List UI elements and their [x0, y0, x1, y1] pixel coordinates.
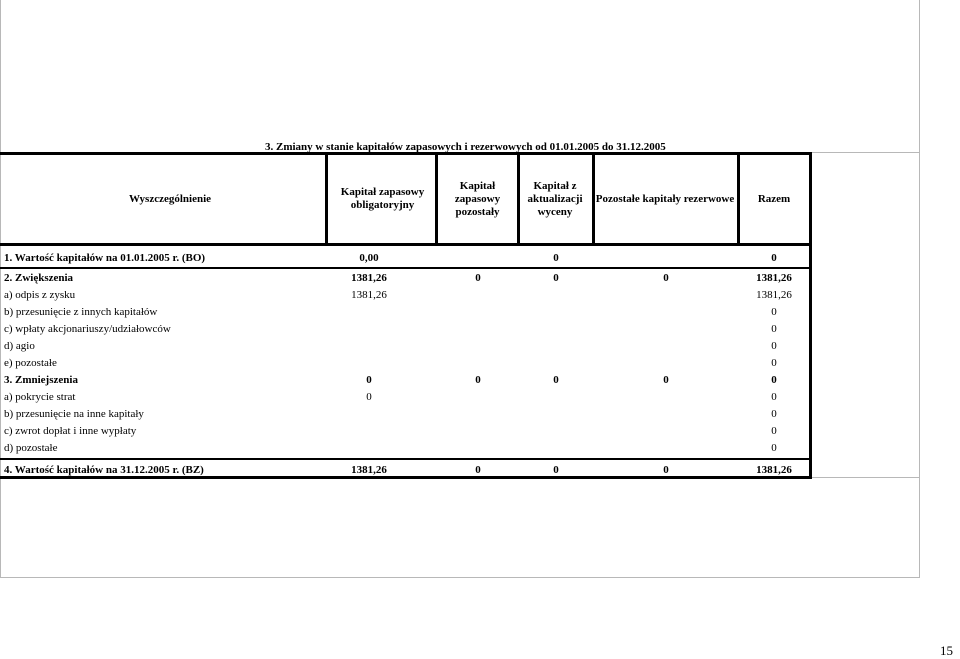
cell-value: 0 [553, 374, 559, 386]
header-total: Razem [757, 192, 791, 205]
cell-value: 0 [475, 272, 481, 284]
table-row [2, 250, 807, 267]
capital-changes-table [0, 152, 812, 479]
table-row [2, 389, 807, 406]
table-row [2, 270, 807, 287]
table-row [2, 423, 807, 440]
row-label: 1. Wartość kapitałów na 01.01.2005 r. (BO) [4, 252, 206, 264]
row-divider [0, 458, 809, 460]
table-row [2, 440, 807, 457]
table-row [2, 304, 807, 321]
table-row [2, 406, 807, 423]
header-other-reserve: Kapitał zapasowy pozostały [454, 179, 501, 218]
header-description: Wyszczególnienie [128, 192, 212, 205]
cell-value: 0 [553, 252, 559, 264]
table-row [2, 321, 807, 338]
page-number: 15 [940, 643, 953, 658]
cell-value: 1381,26 [351, 272, 387, 284]
cell-value: 0 [663, 272, 669, 284]
cell-value: 0 [475, 374, 481, 386]
cell-value: 0 [771, 306, 777, 318]
cell-value: 1381,26 [756, 272, 792, 284]
row-label: c) wpłaty akcjonariuszy/udziałowców [4, 323, 171, 335]
cell-value: 0 [771, 425, 777, 437]
cell-value: 0 [553, 272, 559, 284]
row-label: c) zwrot dopłat i inne wypłaty [4, 425, 137, 437]
cell-value: 0 [663, 464, 669, 476]
row-label: e) pozostałe [4, 357, 57, 369]
row-label: b) przesunięcie z innych kapitałów [4, 306, 158, 318]
cell-value: 1381,26 [351, 464, 387, 476]
cell-value: 0 [771, 391, 777, 403]
header-revaluation-reserve: Kapitał z aktualizacji wyceny [527, 179, 583, 218]
row-label: 3. Zmniejszenia [4, 374, 78, 386]
cell-value: 0 [366, 391, 372, 403]
header-other-reserves: Pozostałe kapitały rezerwowe [595, 192, 735, 205]
row-label: d) pozostałe [4, 442, 58, 454]
column-divider [435, 155, 438, 243]
table-row [2, 372, 807, 389]
table-row [2, 287, 807, 304]
row-label: d) agio [4, 340, 35, 352]
cell-value: 1381,26 [351, 289, 387, 301]
cell-value: 0 [771, 357, 777, 369]
gridline [812, 477, 920, 478]
cell-value: 0 [771, 323, 777, 335]
cell-value: 0 [475, 464, 481, 476]
row-label: b) przesunięcie na inne kapitały [4, 408, 144, 420]
cell-value: 0 [771, 408, 777, 420]
cell-value: 1381,26 [756, 289, 792, 301]
row-label: a) pokrycie strat [4, 391, 76, 403]
cell-value: 1381,26 [756, 464, 792, 476]
cell-value: 0 [771, 340, 777, 352]
header-mandatory-reserve: Kapitał zapasowy obligatoryjny [340, 186, 425, 211]
cell-value: 0 [366, 374, 372, 386]
table-row [2, 338, 807, 355]
page-title: 3. Zmiany w stanie kapitałów zapasowych i rezerwowych od 01.01.2005 do 31.12.2005 [265, 141, 666, 153]
cell-value: 0 [771, 442, 777, 454]
cell-value: 0 [771, 374, 777, 386]
table-row [2, 462, 807, 479]
cell-value: 0 [771, 252, 777, 264]
row-divider [0, 267, 809, 269]
header-divider [0, 243, 809, 246]
cell-value: 0,00 [359, 252, 379, 264]
row-label: 4. Wartość kapitałów na 31.12.2005 r. (BZ) [4, 464, 204, 476]
cell-value: 0 [553, 464, 559, 476]
table-row [2, 355, 807, 372]
cell-value: 0 [663, 374, 669, 386]
row-label: 2. Zwiększenia [4, 272, 74, 284]
row-label: a) odpis z zysku [4, 289, 76, 301]
column-divider [325, 155, 328, 243]
